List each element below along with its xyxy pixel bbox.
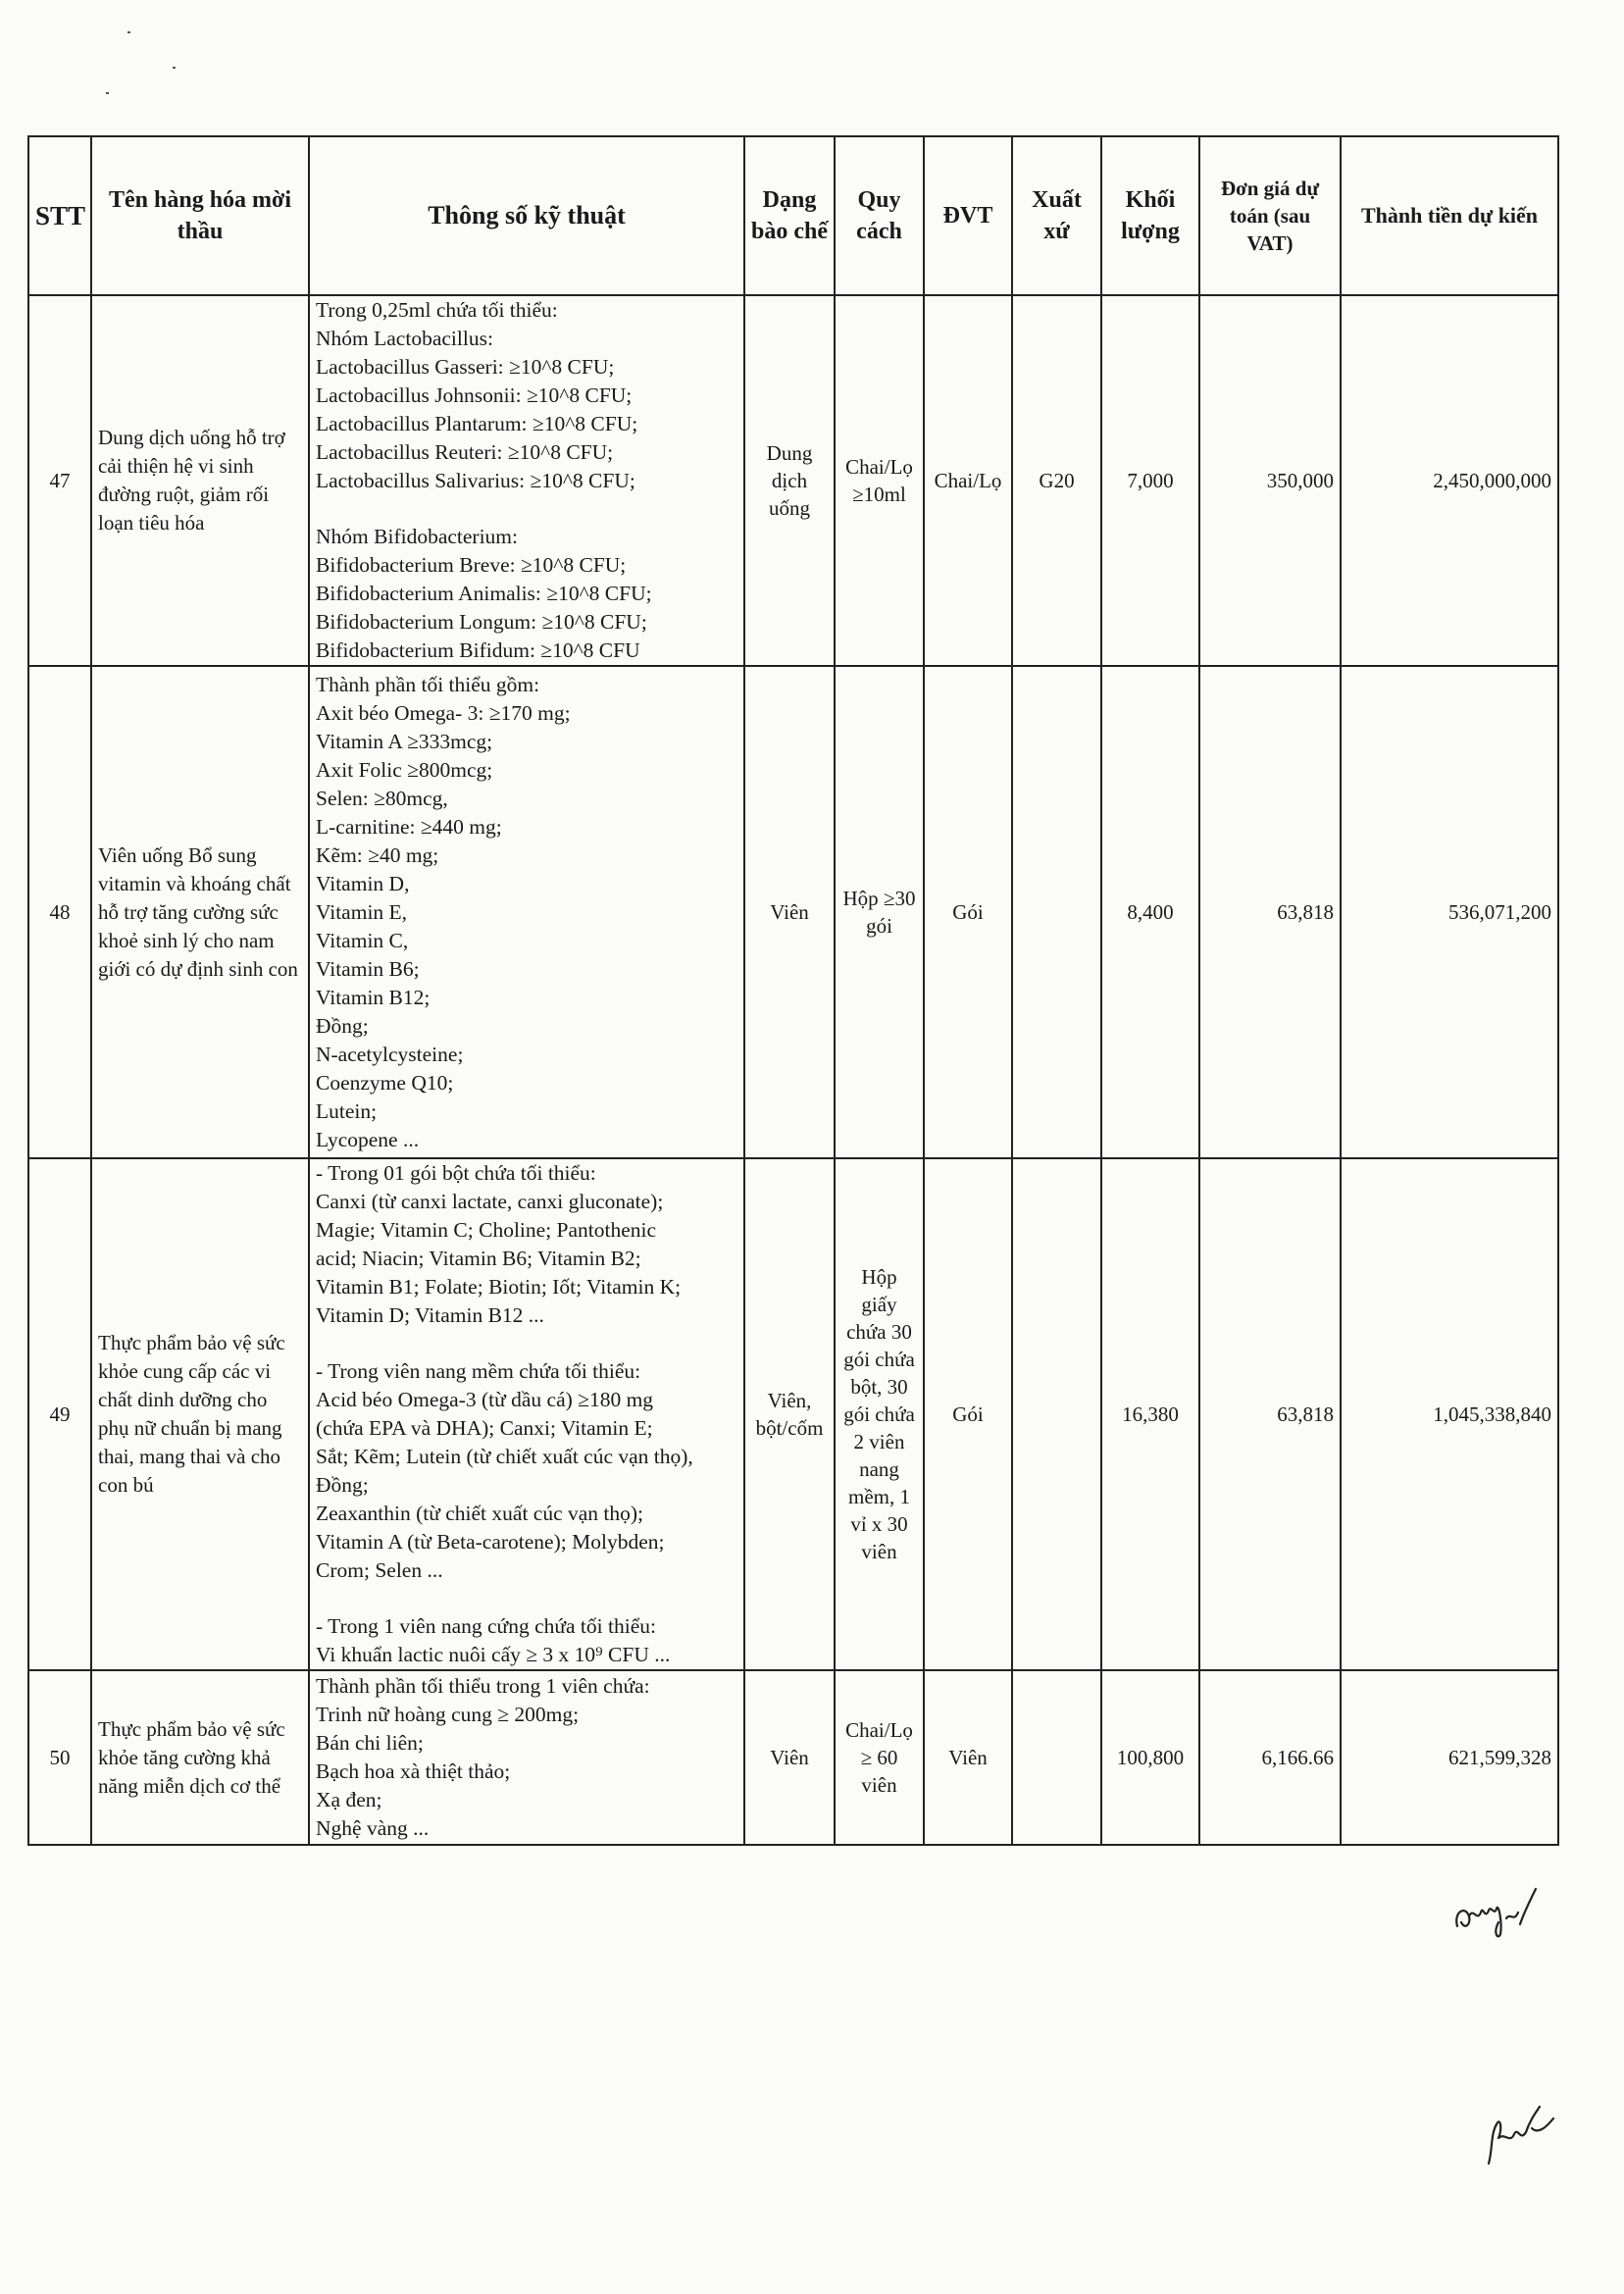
header-spec: Thông số kỹ thuật <box>309 136 744 295</box>
cell-form: Dung dịch uống <box>744 295 835 666</box>
spec-line: Magie; Vitamin C; Choline; Pantothenic <box>316 1218 657 1242</box>
spec-line: Vi khuẩn lactic nuôi cấy ≥ 3 x 10⁹ CFU ... <box>316 1643 671 1666</box>
cell-stt: 48 <box>28 666 91 1158</box>
spec-line: Trinh nữ hoàng cung ≥ 200mg; <box>316 1703 580 1726</box>
cell-spec <box>309 1670 744 1845</box>
header-form: Dạng bào chế <box>744 136 835 295</box>
spec-line: Axit Folic ≥800mcg; <box>316 757 493 782</box>
table-row <box>28 1670 1558 1845</box>
spec-line: Đồng; <box>316 1473 369 1497</box>
cell-stt: 49 <box>28 1158 91 1670</box>
cell-qty: 100,800 <box>1101 1670 1199 1845</box>
cell-origin <box>1012 1158 1101 1670</box>
cell-price: 6,166.66 <box>1199 1670 1341 1845</box>
table-row <box>28 666 1558 1158</box>
signature-mark <box>1451 1883 1540 1942</box>
cell-name: Thực phẩm bảo vệ sức khỏe tăng cường khả năng miễn dịch cơ thể <box>91 1670 309 1845</box>
spec-line: Trong 0,25ml chứa tối thiểu: <box>316 298 558 322</box>
cell-total: 2,450,000,000 <box>1341 295 1558 666</box>
spec-line: Thành phần tối thiểu gồm: <box>316 672 540 696</box>
cell-form: Viên <box>744 1670 835 1845</box>
header-name: Tên hàng hóa mời thầu <box>91 136 309 295</box>
spec-line: Đồng; <box>316 1013 369 1038</box>
cell-total: 536,071,200 <box>1341 666 1558 1158</box>
scan-speck <box>173 67 176 69</box>
spec-line: Bạch hoa xà thiệt thảo; <box>316 1759 511 1783</box>
initials-mark <box>1481 2099 1559 2167</box>
table-row <box>28 1158 1558 1670</box>
cell-unit: Chai/Lọ <box>924 295 1012 666</box>
cell-pack: Chai/Lọ ≥ 60 viên <box>835 1670 924 1845</box>
spec-line: Bán chi liên; <box>316 1731 424 1755</box>
spec-line: (chứa EPA và DHA); Canxi; Vitamin E; <box>316 1416 653 1440</box>
cell-pack: Hộp giấy chứa 30 gói chứa bột, 30 gói chứa 2 viên nang mềm, 1 vỉ x 30 viên <box>835 1158 924 1670</box>
spec-line: Selen: ≥80mcg, <box>316 786 448 810</box>
cell-stt: 47 <box>28 295 91 666</box>
cell-form: Viên, bột/cốm <box>744 1158 835 1670</box>
spec-line: Vitamin C, <box>316 928 409 952</box>
spec-line: Lutein; <box>316 1098 378 1123</box>
cell-origin <box>1012 1670 1101 1845</box>
table-body <box>28 295 1558 1845</box>
cell-qty: 7,000 <box>1101 295 1199 666</box>
spec-line: Canxi (từ canxi lactate, canxi gluconate); <box>316 1190 664 1213</box>
spec-line: Lactobacillus Johnsonii: ≥10^8 CFU; <box>316 383 633 407</box>
cell-qty: 8,400 <box>1101 666 1199 1158</box>
header-pack: Quy cách <box>835 136 924 295</box>
cell-unit: Viên <box>924 1670 1012 1845</box>
spec-line: Vitamin B1; Folate; Biotin; Iốt; Vitamin K; <box>316 1275 682 1299</box>
cell-price: 63,818 <box>1199 666 1341 1158</box>
bidding-spec-table <box>27 135 1559 1846</box>
cell-qty: 16,380 <box>1101 1158 1199 1670</box>
spec-line: Axit béo Omega- 3: ≥170 mg; <box>316 700 571 725</box>
spec-line: - Trong 1 viên nang cứng chứa tối thiểu: <box>316 1614 656 1638</box>
spec-line <box>316 1330 737 1357</box>
spec-line: Thành phần tối thiểu trong 1 viên chứa: <box>316 1674 650 1698</box>
spec-line: Lactobacillus Reuteri: ≥10^8 CFU; <box>316 440 614 464</box>
spec-line: Bifidobacterium Bifidum: ≥10^8 CFU <box>316 638 640 662</box>
cell-price: 63,818 <box>1199 1158 1341 1670</box>
cell-pack: Chai/Lọ ≥10ml <box>835 295 924 666</box>
spec-line: Sắt; Kẽm; Lutein (từ chiết xuất cúc vạn thọ), <box>316 1445 693 1468</box>
spec-line: Bifidobacterium Animalis: ≥10^8 CFU; <box>316 582 652 605</box>
spec-line: Bifidobacterium Longum: ≥10^8 CFU; <box>316 610 647 634</box>
spec-line: Coenzyme Q10; <box>316 1070 454 1095</box>
spec-line: Kẽm: ≥40 mg; <box>316 842 439 867</box>
scan-speck <box>127 31 130 33</box>
spec-line: N-acetylcysteine; <box>316 1042 464 1066</box>
table-row <box>28 295 1558 666</box>
header-origin: Xuất xứ <box>1012 136 1101 295</box>
spec-line: Lactobacillus Salivarius: ≥10^8 CFU; <box>316 469 635 492</box>
cell-spec <box>309 295 744 666</box>
spec-line: L-carnitine: ≥440 mg; <box>316 814 502 839</box>
cell-origin: G20 <box>1012 295 1101 666</box>
spec-line: Nghệ vàng ... <box>316 1816 430 1840</box>
spec-line: Acid béo Omega-3 (từ dầu cá) ≥180 mg <box>316 1388 654 1411</box>
spec-line: Bifidobacterium Breve: ≥10^8 CFU; <box>316 553 627 577</box>
spec-line: - Trong viên nang mềm chứa tối thiểu: <box>316 1359 641 1383</box>
cell-total: 621,599,328 <box>1341 1670 1558 1845</box>
cell-origin <box>1012 666 1101 1158</box>
cell-name: Thực phẩm bảo vệ sức khỏe cung cấp các vi chất dinh dưỡng cho phụ nữ chuẩn bị mang thai, mang thai và cho con bú <box>91 1158 309 1670</box>
cell-stt: 50 <box>28 1670 91 1845</box>
cell-form: Viên <box>744 666 835 1158</box>
spec-line: Vitamin A ≥333mcg; <box>316 729 493 753</box>
cell-unit: Gói <box>924 666 1012 1158</box>
cell-total: 1,045,338,840 <box>1341 1158 1558 1670</box>
spec-line: - Trong 01 gói bột chứa tối thiểu: <box>316 1161 596 1185</box>
spec-line: Vitamin A (từ Beta-carotene); Molybden; <box>316 1530 665 1554</box>
spec-line: Vitamin E, <box>316 899 408 924</box>
spec-line: Vitamin B12; <box>316 985 431 1009</box>
header-qty: Khối lượng <box>1101 136 1199 295</box>
cell-spec <box>309 666 744 1158</box>
spec-line <box>316 495 737 523</box>
header-price: Đơn giá dự toán (sau VAT) <box>1199 136 1341 295</box>
spec-line: Nhóm Bifidobacterium: <box>316 525 519 548</box>
spec-line: Lactobacillus Plantarum: ≥10^8 CFU; <box>316 412 638 435</box>
cell-name: Viên uống Bổ sung vitamin và khoáng chất hỗ trợ tăng cường sức khoẻ sinh lý cho nam giới có dự định sinh con <box>91 666 309 1158</box>
spec-line: Vitamin B6; <box>316 956 420 981</box>
spec-line: Nhóm Lactobacillus: <box>316 327 493 350</box>
cell-unit: Gói <box>924 1158 1012 1670</box>
cell-spec <box>309 1158 744 1670</box>
spec-line: Zeaxanthin (từ chiết xuất cúc vạn thọ); <box>316 1502 644 1525</box>
table-header-row <box>28 136 1558 295</box>
header-unit: ĐVT <box>924 136 1012 295</box>
spec-line: Lycopene ... <box>316 1127 420 1151</box>
header-stt: STT <box>28 136 91 295</box>
spec-line: Crom; Selen ... <box>316 1558 443 1582</box>
spec-line: Xạ đen; <box>316 1788 382 1811</box>
cell-pack: Hộp ≥30 gói <box>835 666 924 1158</box>
spec-line: Lactobacillus Gasseri: ≥10^8 CFU; <box>316 355 615 379</box>
spec-line: acid; Niacin; Vitamin B6; Vitamin B2; <box>316 1247 641 1270</box>
header-total: Thành tiền dự kiến <box>1341 136 1558 295</box>
scan-speck <box>106 92 109 94</box>
spec-line <box>316 1585 737 1612</box>
spec-line: Vitamin D; Vitamin B12 ... <box>316 1303 544 1327</box>
spec-line: Vitamin D, <box>316 871 410 895</box>
cell-name: Dung dịch uống hỗ trợ cải thiện hệ vi sinh đường ruột, giảm rối loạn tiêu hóa <box>91 295 309 666</box>
cell-price: 350,000 <box>1199 295 1341 666</box>
